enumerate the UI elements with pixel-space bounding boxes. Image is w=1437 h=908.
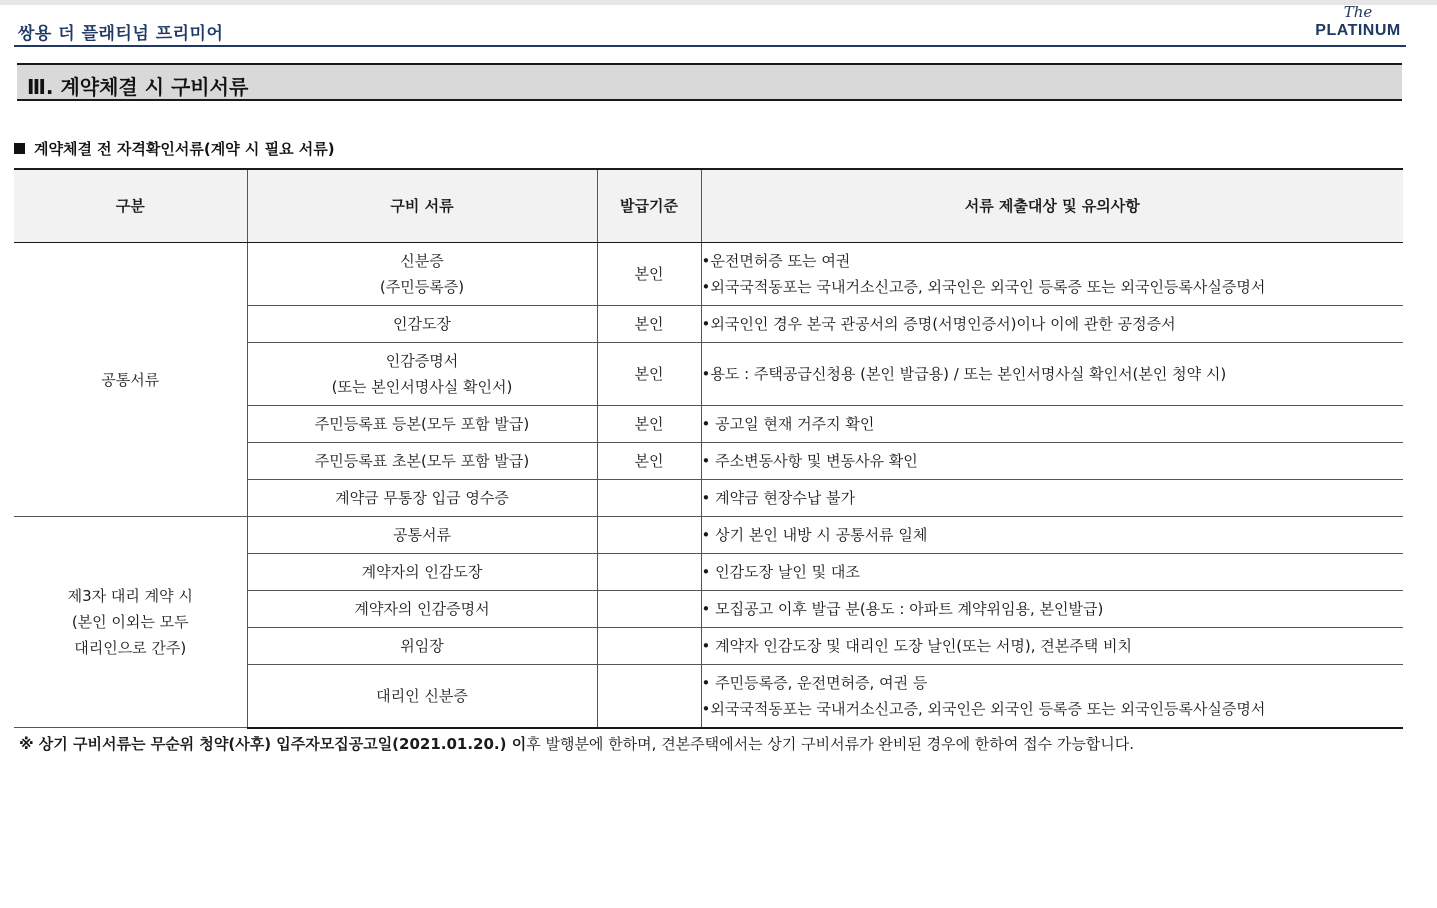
doc-line: 주민등록표 초본(모두 포함 발급) — [314, 452, 530, 470]
header-rule — [14, 45, 1406, 47]
doc-line: (또는 본인서명사실 확인서) — [331, 378, 513, 396]
notes-cell — [701, 591, 1403, 628]
note-line: • 주민등록증, 운전면허증, 여권 등 — [701, 673, 928, 692]
note-line: • 모집공고 이후 발급 분(용도 : 아파트 계약위임용, 본인발급) — [701, 600, 1104, 618]
basis-cell — [597, 591, 701, 628]
footnote-bold: ※ 상기 구비서류는 무순위 청약(사후) 입주자모집공고일(2021.01.20.) 이 — [19, 735, 527, 753]
note-line: • 계약금 현장수납 불가 — [701, 489, 856, 507]
header-notes: 서류 제출대상 및 유의사항 — [701, 169, 1403, 243]
basis-cell: 본인 — [597, 443, 701, 480]
notes-cell — [701, 628, 1403, 665]
doc-cell — [247, 517, 597, 554]
doc-line: (주민등록증) — [379, 278, 465, 296]
subsection-heading — [14, 138, 335, 159]
subsection-title: 계약체결 전 자격확인서류(계약 시 필요 서류) — [34, 140, 335, 158]
doc-cell — [247, 480, 597, 517]
note-line: •외국국적동포는 국내거소신고증, 외국인은 외국인 등록증 또는 외국인등록사실증명서 — [701, 699, 1266, 718]
section-header-bar — [17, 63, 1402, 101]
header-issue-basis: 발급기준 — [597, 169, 701, 243]
doc-cell — [247, 554, 597, 591]
note-line: • 인감도장 날인 및 대조 — [701, 563, 860, 581]
doc-cell — [247, 406, 597, 443]
notes-cell — [701, 665, 1403, 728]
square-bullet-icon — [14, 143, 25, 154]
table-header-row — [14, 169, 1403, 243]
doc-line: 인감증명서 — [385, 352, 459, 370]
note-line: •외국국적동포는 국내거소신고증, 외국인은 외국인 등록증 또는 외국인등록사실증명서 — [701, 278, 1266, 296]
doc-cell — [247, 243, 597, 306]
notes-cell — [701, 517, 1403, 554]
table-row — [14, 243, 1403, 306]
note-line: •운전면허증 또는 여권 — [701, 252, 851, 270]
note-line: •용도 : 주택공급신청용 (본인 발급용) / 또는 본인서명사실 확인서(본인 청약 시) — [701, 365, 1227, 383]
category-proxy-contract — [14, 517, 247, 728]
note-line: • 주소변동사항 및 변동사유 확인 — [701, 452, 918, 470]
table-row — [14, 517, 1403, 554]
basis-cell: 본인 — [597, 343, 701, 406]
doc-cell — [247, 591, 597, 628]
footnote-regular: 후 발행분에 한하며, 견본주택에서는 상기 구비서류가 완비된 경우에 한하여 접수 가능합니다. — [526, 735, 1135, 753]
doc-line: 계약자의 인감도장 — [361, 563, 483, 581]
category-common-docs — [14, 243, 247, 517]
doc-cell — [247, 343, 597, 406]
footnote — [19, 733, 1134, 754]
doc-line: 인감도장 — [393, 315, 451, 333]
logo-platinum-text: PLATINUM — [1315, 22, 1401, 39]
header-category: 구분 — [14, 169, 247, 243]
header-documents: 구비 서류 — [247, 169, 597, 243]
logo-the-text: The — [1343, 3, 1373, 21]
notes-cell — [701, 306, 1403, 343]
section-title: Ⅲ. 계약체결 시 구비서류 — [27, 75, 249, 99]
doc-cell — [247, 628, 597, 665]
doc-line: 신분증 — [400, 252, 444, 270]
basis-cell — [597, 480, 701, 517]
required-documents-table — [14, 168, 1403, 729]
notes-cell — [701, 343, 1403, 406]
category-label: 공통서류 — [101, 370, 160, 389]
basis-cell — [597, 517, 701, 554]
doc-line: 대리인 신분증 — [376, 686, 468, 705]
notes-cell — [701, 480, 1403, 517]
notes-cell — [701, 554, 1403, 591]
basis-cell — [597, 554, 701, 591]
doc-line: 위임장 — [400, 637, 444, 655]
doc-cell — [247, 443, 597, 480]
note-line: • 상기 본인 내방 시 공통서류 일체 — [701, 526, 928, 544]
platinum-logo — [1312, 4, 1404, 44]
basis-cell — [597, 628, 701, 665]
notes-cell — [701, 443, 1403, 480]
basis-cell: 본인 — [597, 243, 701, 306]
basis-cell — [597, 665, 701, 728]
doc-cell — [247, 665, 597, 728]
doc-line: 계약금 무통장 입금 영수증 — [335, 489, 509, 507]
top-strip — [0, 0, 1437, 5]
note-line: • 계약자 인감도장 및 대리인 도장 날인(또는 서명), 견본주택 비치 — [701, 637, 1132, 655]
doc-cell — [247, 306, 597, 343]
doc-line: 계약자의 인감증명서 — [354, 600, 490, 618]
basis-cell: 본인 — [597, 306, 701, 343]
category-label-line: 대리인으로 간주) — [74, 639, 187, 657]
category-label-line: (본인 이외는 모두 — [71, 613, 189, 631]
note-line: • 공고일 현재 거주지 확인 — [701, 415, 875, 433]
category-label-line: 제3자 대리 계약 시 — [67, 587, 193, 605]
notes-cell — [701, 406, 1403, 443]
doc-line: 주민등록표 등본(모두 포함 발급) — [314, 415, 530, 433]
document-title: 쌍용 더 플래티넘 프리미어 — [18, 24, 224, 44]
basis-cell: 본인 — [597, 406, 701, 443]
doc-line: 공통서류 — [393, 526, 451, 544]
note-line: •외국인인 경우 본국 관공서의 증명(서명인증서)이나 이에 관한 공정증서 — [701, 315, 1176, 333]
notes-cell — [701, 243, 1403, 306]
